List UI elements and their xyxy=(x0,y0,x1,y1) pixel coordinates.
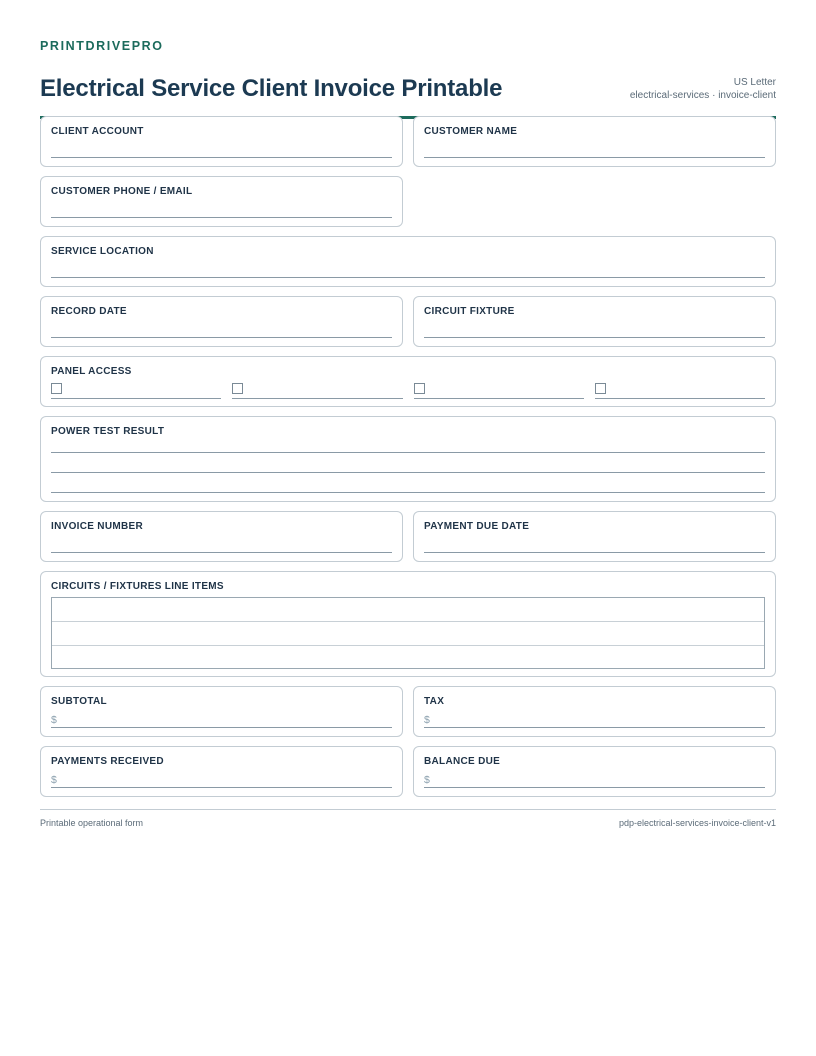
page-title: Electrical Service Client Invoice Printable xyxy=(40,75,503,102)
form-tags: electrical-services · invoice-client xyxy=(629,90,776,101)
tax-input-line[interactable] xyxy=(424,727,765,728)
panel-access-checkbox-2[interactable] xyxy=(232,383,243,394)
panel-access-label: PANEL ACCESS xyxy=(51,366,132,377)
panel-access-option-1 xyxy=(51,382,221,399)
page-footer xyxy=(40,809,776,830)
subtotal-field xyxy=(40,686,403,737)
payment-due-date-field xyxy=(413,511,776,562)
form-id: pdp-electrical-services-invoice-client-v1 xyxy=(618,818,776,828)
service-location-field xyxy=(40,236,776,287)
power-test-line-3[interactable] xyxy=(51,492,765,493)
client-account-field xyxy=(40,116,403,167)
subtotal-input-line[interactable] xyxy=(51,727,392,728)
panel-access-checkbox-4[interactable] xyxy=(595,383,606,394)
subtotal-label: SUBTOTAL xyxy=(51,696,107,707)
header-meta xyxy=(630,76,776,102)
balance-due-input-line[interactable] xyxy=(424,787,765,788)
balance-due-label: BALANCE DUE xyxy=(424,756,501,767)
client-account-input-line[interactable] xyxy=(51,157,392,158)
subtotal-currency: $ xyxy=(51,714,57,726)
panel-access-checkbox-3[interactable] xyxy=(414,383,425,394)
customer-contact-field xyxy=(40,176,403,227)
client-account-label: CLIENT ACCOUNT xyxy=(51,126,144,137)
line-items-field xyxy=(40,571,776,677)
line-items-label: CIRCUITS / FIXTURES LINE ITEMS xyxy=(51,581,224,592)
power-test-line-1[interactable] xyxy=(51,452,765,453)
payment-due-date-label: PAYMENT DUE DATE xyxy=(424,521,530,532)
record-date-field xyxy=(40,296,403,347)
payments-received-currency: $ xyxy=(51,774,57,786)
tax-currency: $ xyxy=(424,714,430,726)
invoice-number-label: INVOICE NUMBER xyxy=(51,521,143,532)
circuit-fixture-input-line[interactable] xyxy=(424,337,765,338)
customer-name-label: CUSTOMER NAME xyxy=(424,126,518,137)
panel-access-field xyxy=(40,356,776,407)
line-items-row-divider-2 xyxy=(52,645,764,646)
customer-name-field xyxy=(413,116,776,167)
tax-field xyxy=(413,686,776,737)
circuit-fixture-field xyxy=(413,296,776,347)
balance-due-field xyxy=(413,746,776,797)
form-header xyxy=(40,54,776,119)
balance-due-currency: $ xyxy=(424,774,430,786)
panel-access-option-3 xyxy=(414,382,584,399)
record-date-label: RECORD DATE xyxy=(51,306,127,317)
panel-access-option-2 xyxy=(232,382,403,399)
customer-contact-input-line[interactable] xyxy=(51,217,392,218)
payment-due-date-input-line[interactable] xyxy=(424,552,765,553)
service-location-input-line[interactable] xyxy=(51,277,765,278)
invoice-form-page xyxy=(40,38,776,828)
panel-access-checkbox-1[interactable] xyxy=(51,383,62,394)
power-test-line-2[interactable] xyxy=(51,472,765,473)
payments-received-label: PAYMENTS RECEIVED xyxy=(51,756,164,767)
circuit-fixture-label: CIRCUIT FIXTURE xyxy=(424,306,515,317)
payments-received-input-line[interactable] xyxy=(51,787,392,788)
invoice-number-field xyxy=(40,511,403,562)
tax-label: TAX xyxy=(424,696,445,707)
line-items-row-divider-1 xyxy=(52,621,764,622)
brand-name: PRINTDRIVEPRO xyxy=(40,39,164,53)
power-test-result-field xyxy=(40,416,776,502)
service-location-label: SERVICE LOCATION xyxy=(51,246,154,257)
power-test-result-label: POWER TEST RESULT xyxy=(51,426,165,437)
footer-note: Printable operational form xyxy=(40,818,144,828)
customer-contact-label: CUSTOMER PHONE / EMAIL xyxy=(51,186,193,197)
customer-name-input-line[interactable] xyxy=(424,157,765,158)
paper-size: US Letter xyxy=(733,77,776,88)
payments-received-field xyxy=(40,746,403,797)
invoice-number-input-line[interactable] xyxy=(51,552,392,553)
record-date-input-line[interactable] xyxy=(51,337,392,338)
line-items-table xyxy=(51,597,765,669)
panel-access-option-4 xyxy=(595,382,765,399)
